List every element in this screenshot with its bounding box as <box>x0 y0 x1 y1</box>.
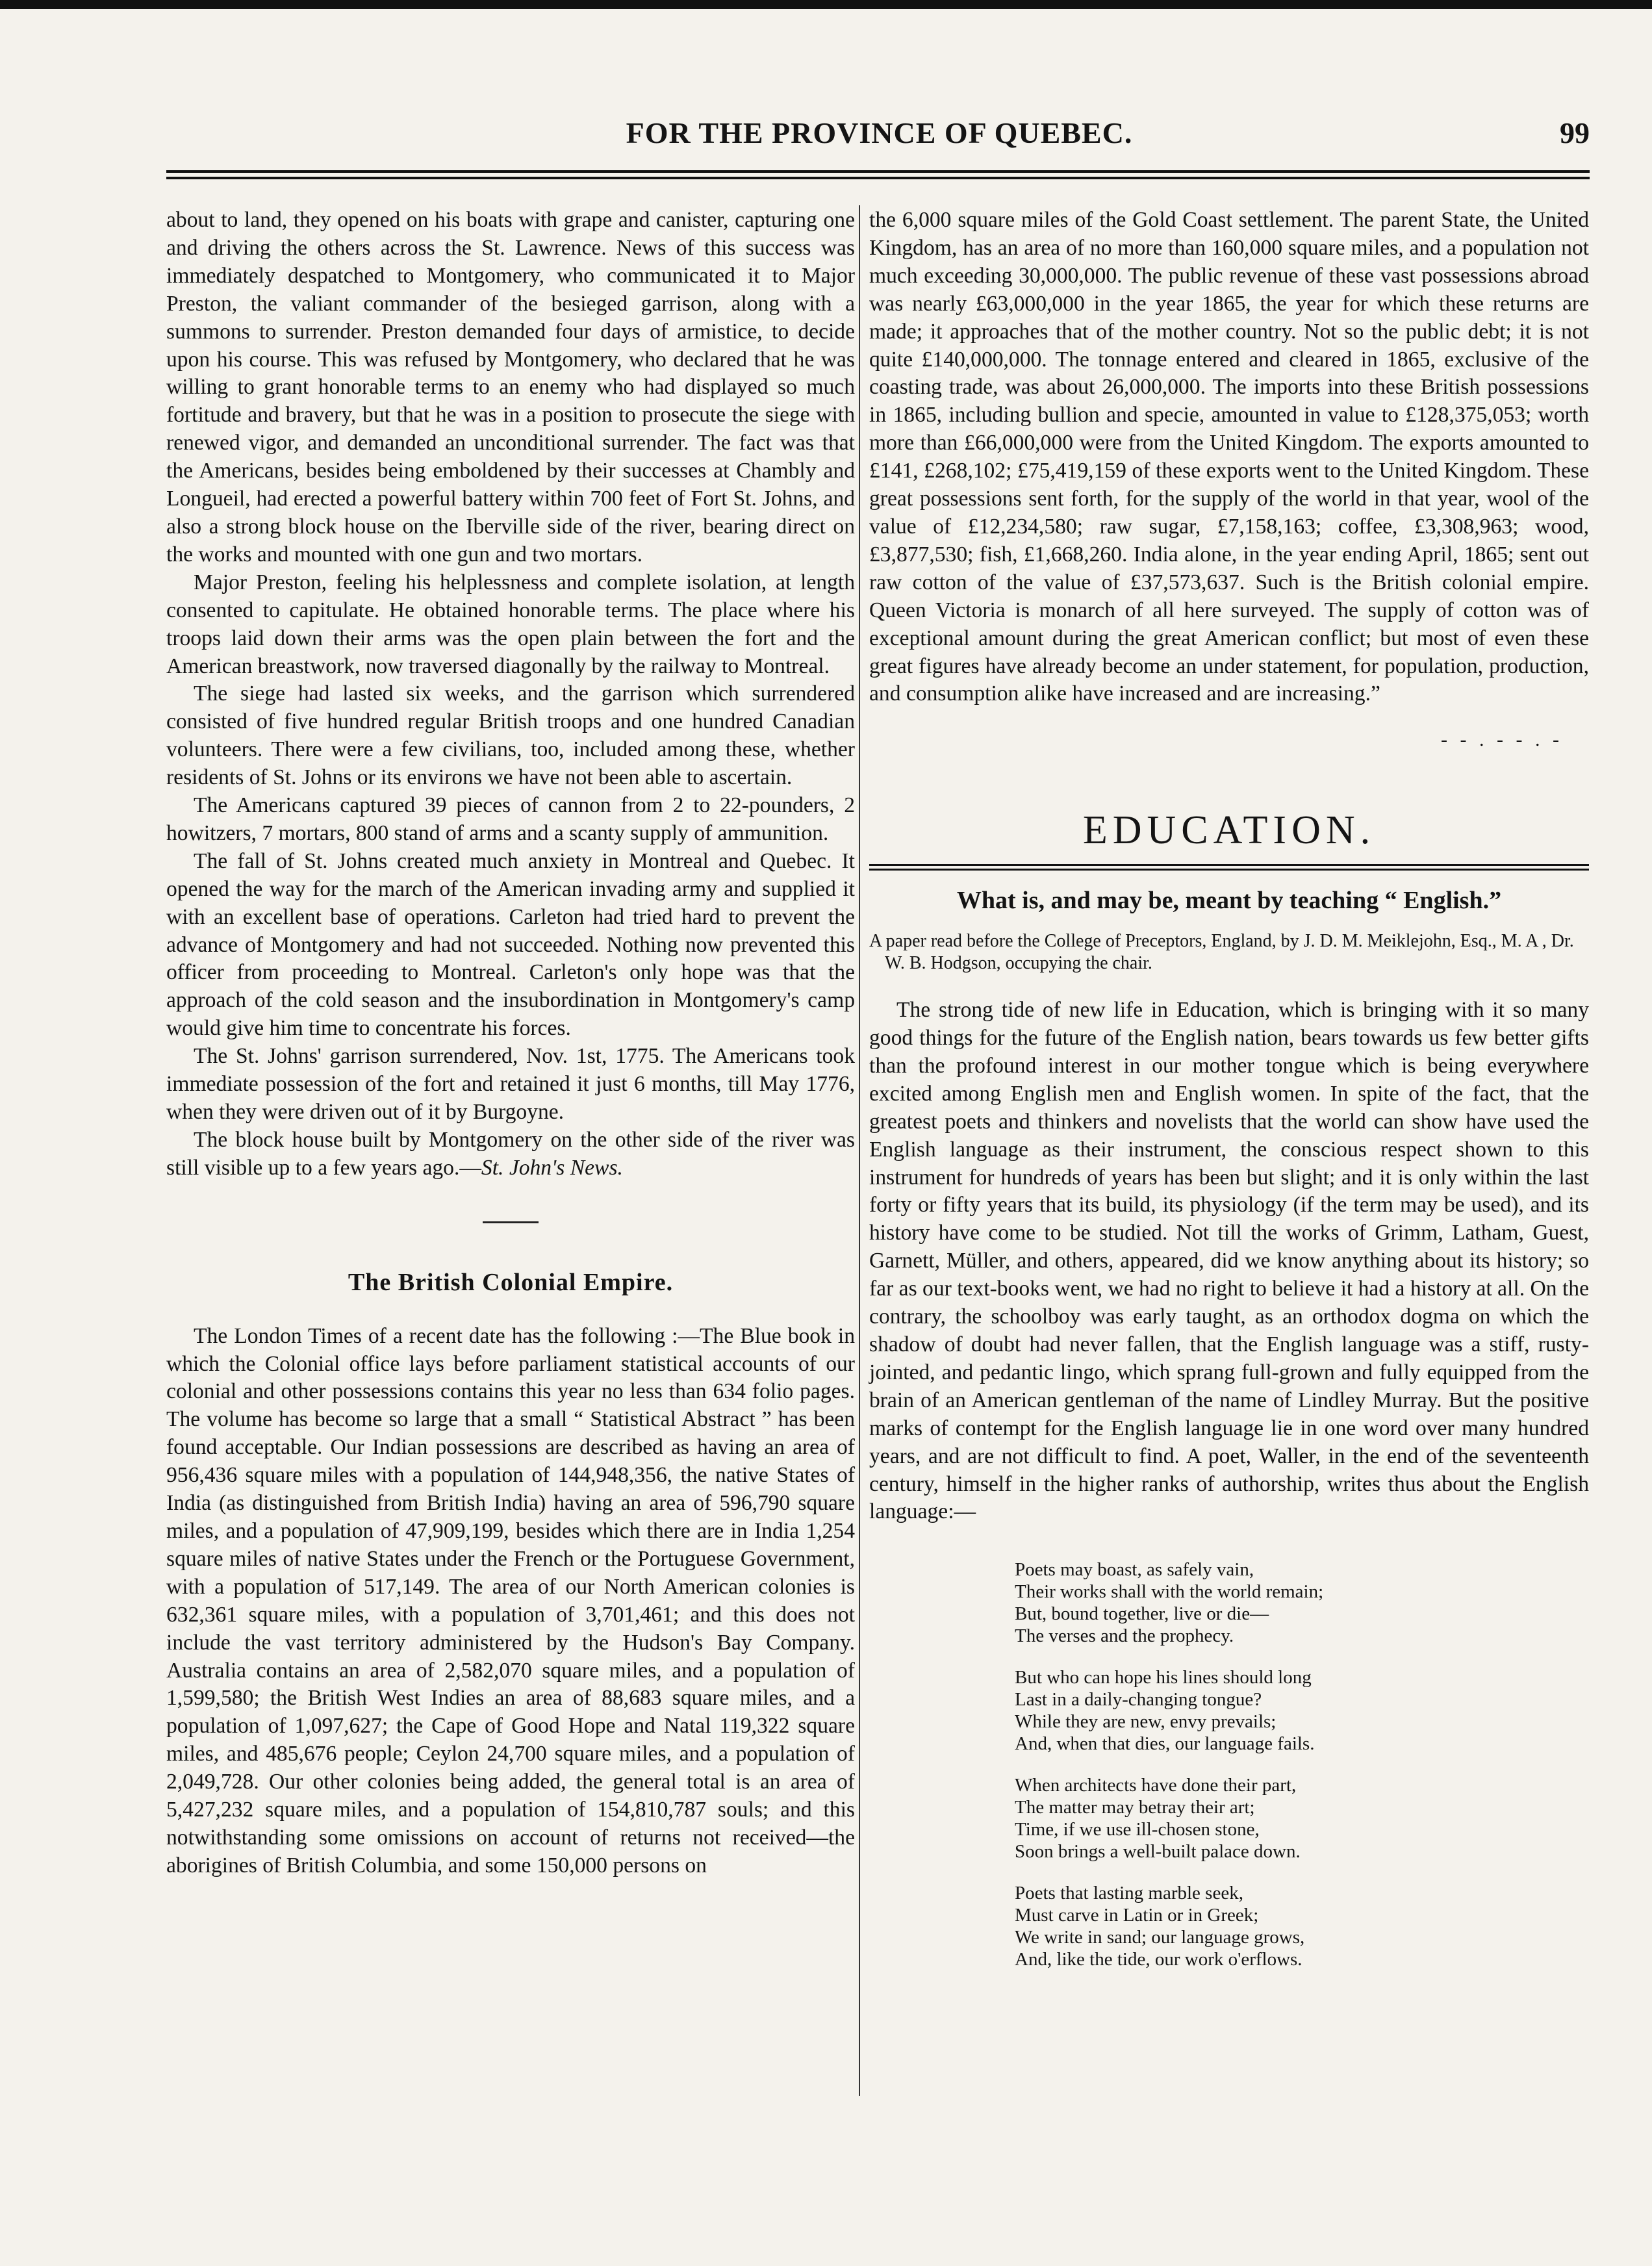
column-divider <box>859 205 860 2096</box>
poem-line: And, when that dies, our language fails. <box>1015 1733 1315 1755</box>
poem-line: Soon brings a well-built palace down. <box>1015 1841 1301 1863</box>
poem-line: Their works shall with the world remain; <box>1015 1581 1324 1603</box>
paragraph-continuation: the 6,000 square miles of the Gold Coast settlement. The parent State, the United Kingdom, has an area of no more than 160,000 square miles, and a population not much exceeding 30,000,000. The public revenue of these vast possessions abroad was nearly £63,000,000 in the year 1865, the year for which these returns are made; it approaches that of the mother country. Not so the public debt; it is not quite £140,000,000. The tonnage entered and cleared in 1865, exclusive of the coasting trade, was about 26,000,000. The imports into these British possessions in 1865, including bullion and specie, amounted in value to £128,375,053; worth more than £66,000,000 were from the United Kingdom. The exports amounted to £141, £268,102; £75,419,159 of these exports went to the United Kingdom. These great possessions sent forth, for the supply of the world in that year, wool of the value of £12,234,580; raw sugar, £7,158,163; coffee, £3,308,963; wood, £3,877,530; fish, £1,668,260. India alone, in the year ending April, 1865; sent out raw cotton of the value of £37,573,637. Such is the British colonial empire. Queen Victoria is monarch of all here surveyed. The supply of cotton was of exceptional amount during the great American conflict; but most of even these great figures have already become an under statement, for population, production, and consumption alike have increased and are increasing.” <box>869 208 1589 706</box>
paragraph: about to land, they opened on his boats with grape and canister, capturing one and driving the others across the St. Lawrence. News of this success was immediately despatched to Montgomery, who communicated it to Major Preston, the valiant commander of the besieged garrison, along with a summons to surrender. Preston demanded four days of armistice, to decide upon his course. This was refused by Montgomery, who declared that he was willing to grant honorable terms to an enemy who had displayed so much fortitude and bravery, but that he was in a position to prosecute the siege with renewed vigor, and demanded an unconditional surrender. The fact was that the Americans, besides being emboldened by their successes at Chambly and Longueil, had erected a powerful battery within 700 feet of Fort St. Johns, and also a strong block house on the Iberville side of the river, bearing direct on the works and mounted with one gun and two mortars. <box>166 208 855 566</box>
poem-line: Must carve in Latin or in Greek; <box>1015 1905 1259 1926</box>
top-border-rule <box>0 0 1652 9</box>
article-paragraph: The strong tide of new life in Education, which is bringing with it so many good things for the future of the English nation, bears towards us few better gifts than the profound interest in our mother tongue which is being everywhere excited among English men and English women. In spite of the fact, that the greatest poets and thinkers and novelists that the world can show have used the English language as their instrument, the conscious respect shown to this instrument for hundreds of years has been but slight; and it is only within the last forty or fifty years that its build, its physiology (if the term may be used), and its history have come to be studied. Not till the works of Grimm, Latham, Guest, Garnett, Müller, and others, appeared, did we know anything about its history; so far as our text-books went, we had no right to believe it had a history at all. On the contrary, the schoolboy was early taught, as an orthodox dogma on which the shadow of doubt had never fallen, that the English language was a stiff, rusty-jointed, and pedantic lingo, which sprang full-grown and fully equipped from the brain of an American gentleman of the name of Lindley Murray. But the positive marks of contempt for the English language lie in one word over many hundred years, and are not difficult to find. A poet, Waller, in the end of the seventeenth century, himself in the higher ranks of authorship, writes thus about the English language:— <box>869 998 1589 1524</box>
poem-line: But, bound together, live or die— <box>1015 1603 1269 1625</box>
article-byline: A paper read before the College of Preceptors, England, by J. D. M. Meiklejohn, Esq., M. A , Dr. W. B. Hodgson, occupying the chair. <box>869 931 1574 974</box>
paragraph: The fall of St. Johns created much anxiety in Montreal and Quebec. It opened the way for the march of the American invading army and supplied it with an excellent base of operations. Carleton had tried hard to prevent the advance of Montgomery and had not succeeded. Nothing now prevented this officer from proceeding to Montreal. Carleton's only hope was that the approach of the cold season and the insubordination in Montgomery's camp would give him time to concentrate his forces. <box>166 848 855 1041</box>
poem-line: When architects have done their part, <box>1015 1775 1297 1796</box>
header-rule-bottom <box>166 177 1590 179</box>
poem-line: Poets that lasting marble seek, <box>1015 1883 1243 1904</box>
section-separator <box>483 1221 539 1223</box>
paragraph-text: The block house built by Montgomery on the other side of the river was still visible up to a few years ago.— <box>166 1127 855 1180</box>
source-signature: St. John's News. <box>481 1155 623 1180</box>
poem-line: Last in a daily-changing tongue? <box>1015 1689 1262 1711</box>
left-column <box>166 207 855 1880</box>
subheading-british-colonial-empire: The British Colonial Empire. <box>348 1268 674 1296</box>
poem-line: And, like the tide, our work o'erflows. <box>1015 1949 1303 1970</box>
poem-stanza <box>1015 1559 1589 1647</box>
poem-line: But who can hope his lines should long <box>1015 1667 1312 1688</box>
right-column <box>869 207 1589 1990</box>
paragraph: The siege had lasted six weeks, and the garrison which surrendered consisted of five hundred regular British troops and one hundred Canadian volunteers. There were a few civilians, too, included among these, whether residents of St. Johns or its environs we have not been able to ascertain. <box>166 681 855 790</box>
poem-line: The verses and the prophecy. <box>1015 1625 1234 1647</box>
title-rule-top <box>869 864 1589 866</box>
poem-line: The matter may betray their art; <box>1015 1797 1255 1818</box>
poem-line: Time, if we use ill-chosen stone, <box>1015 1819 1260 1840</box>
paragraph-colonial-empire: The London Times of a recent date has the following :—The Blue book in which the Colonial office lays before parliament statistical accounts of our colonial and other possessions contains this year no less than 634 folio pages. The volume has become so large that a small “ Statistical Abstract ” has been found acceptable. Our Indian possessions are described as having an area of 956,436 square miles with a population of 144,948,356, the native States of India (as distinguished from British India) having an area of 596,790 square miles, and a population of 47,909,199, besides which there are in India 1,254 square miles of native States under the French or the Portuguese Government, with a population of 517,149. The area of our North American colonies is 632,361 square miles, with a population of 3,701,461; and this does not include the vast territory administered by the Hudson's Bay Company. Australia contains an area of 2,582,070 square miles, and a population of 1,599,580; the British West Indies an area of 88,683 square miles, and a population of 1,097,627; the Cape of Good Hope and Natal 119,322 square miles, and 485,676 people; Ceylon 24,700 square miles, and a population of 2,049,728. Our other colonies being added, the general total is an area of 5,427,232 square miles, and a population of 154,810,787 souls; and this notwithstanding some omissions on account of returns not received—the aborigines of British Columbia, and some 150,000 persons on <box>166 1323 855 1878</box>
section-title-education: EDUCATION. <box>1082 808 1376 853</box>
poem-stanza <box>1015 1882 1589 1970</box>
decorative-dashes: - - . - - . - <box>1441 729 1563 751</box>
running-title: FOR THE PROVINCE OF QUEBEC. <box>626 116 1133 149</box>
poem-line: While they are new, envy prevails; <box>1015 1711 1277 1733</box>
paragraph: Major Preston, feeling his helplessness and complete isolation, at length consented to capitulate. He obtained honorable terms. The place where his troops laid down their arms was the open plain between the fort and the American breastwork, now traversed diagonally by the railway to Montreal. <box>166 570 855 678</box>
poem <box>1015 1559 1589 1970</box>
paragraph: The Americans captured 39 pieces of cannon from 2 to 22-pounders, 2 howitzers, 7 mortars, 800 stand of arms and a scanty supply of ammunition. <box>166 793 855 845</box>
poem-stanza <box>1015 1666 1589 1755</box>
paragraph: The St. Johns' garrison surrendered, Nov. 1st, 1775. The Americans took immediate possession of the fort and retained it just 6 months, till May 1776, when they were driven out of it by Burgoyne. <box>166 1044 855 1124</box>
title-rule-bottom <box>869 869 1589 871</box>
poem-line: We write in sand; our language grows, <box>1015 1927 1305 1948</box>
poem-stanza <box>1015 1774 1589 1863</box>
page-header <box>169 116 1590 161</box>
poem-line: Poets may boast, as safely vain, <box>1015 1559 1254 1581</box>
header-rule-top <box>166 170 1590 173</box>
article-title: What is, and may be, meant by teaching “ English.” <box>956 887 1502 915</box>
page-number: 99 <box>1560 116 1590 149</box>
paragraph-block-house <box>166 1127 855 1182</box>
